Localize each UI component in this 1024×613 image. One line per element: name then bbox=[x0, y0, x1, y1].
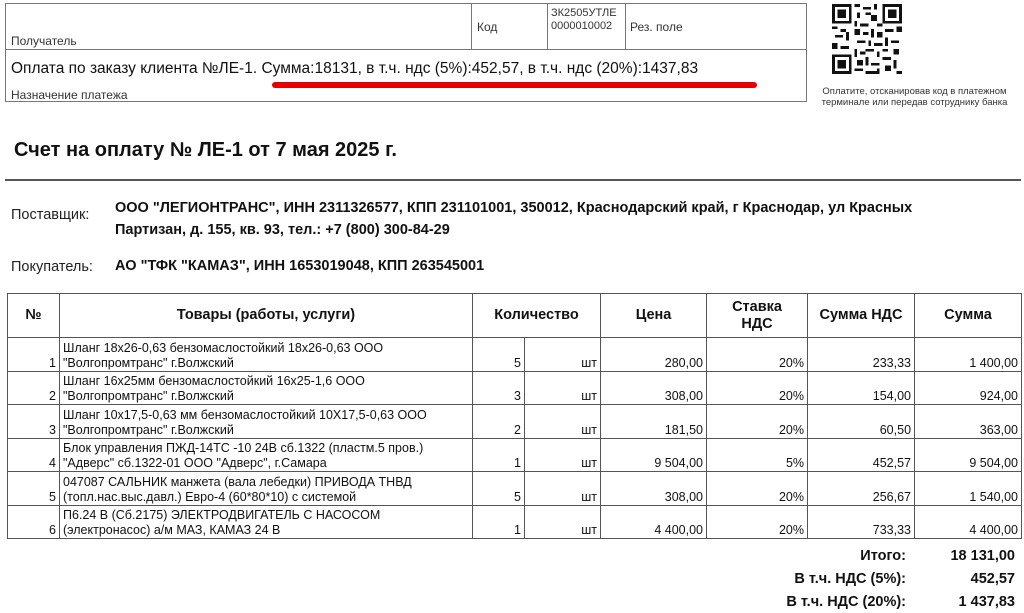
row-unit: шт bbox=[525, 371, 601, 405]
code-label: Код bbox=[477, 20, 498, 34]
row-unit: шт bbox=[525, 472, 601, 506]
invoice-title: Счет на оплату № ЛЕ-1 от 7 мая 2025 г. bbox=[14, 139, 397, 161]
table-row bbox=[8, 405, 1022, 439]
row-number: 2 bbox=[8, 371, 60, 405]
row-quantity: 3 bbox=[473, 371, 525, 405]
header-sum: Сумма bbox=[915, 294, 1022, 338]
header-number: № bbox=[8, 294, 60, 338]
code-value-line1: ЗК2505УТЛЕ bbox=[551, 7, 617, 19]
header-vat-rate bbox=[707, 294, 808, 338]
row-description bbox=[60, 405, 473, 439]
row-description bbox=[60, 338, 473, 372]
row-quantity: 2 bbox=[473, 405, 525, 439]
row-number: 1 bbox=[8, 338, 60, 372]
goods-table bbox=[7, 293, 1022, 539]
buyer-label: Покупатель: bbox=[11, 259, 93, 275]
row-vat-sum: 233,33 bbox=[808, 338, 915, 372]
row-price: 308,00 bbox=[601, 472, 707, 506]
row-sum: 4 400,00 bbox=[915, 505, 1022, 539]
row-description-line2: (топл.нас.выс.давл.) Евро-4 (60*80*10) с системой bbox=[63, 489, 357, 504]
table-row bbox=[8, 438, 1022, 472]
supplier-line-1: ООО "ЛЕГИОНТРАНС", ИНН 2311326577, КПП 231101001, 350012, Краснодарский край, г Краснодар, ул Красных bbox=[115, 200, 913, 216]
row-vat-sum: 733,33 bbox=[808, 505, 915, 539]
supplier-line-2: Партизан, д. 155, кв. 93, тел.: +7 (800) 300-84-29 bbox=[115, 222, 450, 238]
row-unit: шт bbox=[525, 338, 601, 372]
row-vat-sum: 154,00 bbox=[808, 371, 915, 405]
row-description-line1: 047087 САЛЬНИК манжета (вала лебедки) ПРИВОДА ТНВД bbox=[63, 474, 412, 489]
buyer-details: АО "ТФК "КАМАЗ", ИНН 1653019048, КПП 263545001 bbox=[115, 258, 485, 274]
table-header-row bbox=[8, 294, 1022, 338]
row-description-line2: "Волгопромтранс" г.Волжский bbox=[63, 389, 234, 403]
row-unit: шт bbox=[525, 405, 601, 439]
supplier-details bbox=[115, 197, 1015, 241]
table-row bbox=[8, 338, 1022, 372]
row-price: 9 504,00 bbox=[601, 438, 707, 472]
row-description bbox=[60, 472, 473, 506]
recipient-label: Получатель bbox=[11, 34, 77, 48]
row-sum: 924,00 bbox=[915, 371, 1022, 405]
row-number: 3 bbox=[8, 405, 60, 439]
reserve-field-label: Рез. поле bbox=[630, 20, 683, 34]
row-description-line1: Шланг 16х25мм бензомаслостойкий 16х25-1,6 ООО bbox=[63, 374, 365, 388]
row-quantity: 1 bbox=[473, 505, 525, 539]
row-description bbox=[60, 438, 473, 472]
table-row bbox=[8, 472, 1022, 506]
row-description bbox=[60, 505, 473, 539]
row-price: 280,00 bbox=[601, 338, 707, 372]
row-vat-rate: 20% bbox=[707, 505, 808, 539]
supplier-label: Поставщик: bbox=[11, 207, 90, 223]
row-description-line1: П6.24 В (Сб.2175) ЭЛЕКТРОДВИГАТЕЛЬ С НАСОСОМ bbox=[63, 508, 381, 522]
row-description-line2: "Волгопромтранс" г.Волжский bbox=[63, 355, 234, 370]
vat20-label: В т.ч. НДС (20%): bbox=[786, 594, 906, 610]
total-label: Итого: bbox=[860, 548, 906, 564]
code-value-divider bbox=[547, 3, 548, 49]
table-row bbox=[8, 371, 1022, 405]
header-vat-sum: Сумма НДС bbox=[808, 294, 915, 338]
row-description-line2: (электронасос) а/м МАЗ, КАМАЗ 24 В bbox=[63, 523, 281, 537]
row-quantity: 5 bbox=[473, 338, 525, 372]
row-number: 5 bbox=[8, 472, 60, 506]
row-vat-sum: 452,57 bbox=[808, 438, 915, 472]
payment-purpose-label: Назначение платежа bbox=[11, 88, 128, 102]
header-quantity: Количество bbox=[473, 294, 601, 338]
qr-instruction-note: Оплатите, отсканировав код в платежном терминале или передав сотруднику банка bbox=[821, 86, 1008, 108]
row-vat-rate: 20% bbox=[707, 338, 808, 372]
row-quantity: 1 bbox=[473, 438, 525, 472]
row-vat-rate: 5% bbox=[707, 438, 808, 472]
payment-purpose-text: Оплата по заказу клиента №ЛЕ-1. Сумма:18131, в т.ч. ндс (5%):452,57, в т.ч. ндс (20%):1437,83 bbox=[11, 60, 699, 77]
row-description-line2: "Волгопромтранс" г.Волжский bbox=[63, 422, 234, 437]
header-vat-rate-line1: Ставка bbox=[732, 298, 782, 315]
red-highlight-underline bbox=[272, 82, 757, 88]
row-description-line1: Шланг 10х17,5-0,63 мм бензомаслостойкий 10Х17,5-0,63 ООО bbox=[63, 407, 427, 422]
qr-code-icon bbox=[832, 4, 902, 74]
row-number: 4 bbox=[8, 438, 60, 472]
vat5-value: 452,57 bbox=[970, 571, 1015, 587]
row-price: 181,50 bbox=[601, 405, 707, 439]
row-sum: 9 504,00 bbox=[915, 438, 1022, 472]
reserve-column-divider bbox=[625, 3, 626, 49]
row-description bbox=[60, 371, 473, 405]
row-vat-rate: 20% bbox=[707, 472, 808, 506]
row-price: 4 400,00 bbox=[601, 505, 707, 539]
row-unit: шт bbox=[525, 438, 601, 472]
vat5-label: В т.ч. НДС (5%): bbox=[794, 571, 906, 587]
row-price: 308,00 bbox=[601, 371, 707, 405]
row-description-line1: Шланг 18х26-0,63 бензомаслостойкий 18х26-0,63 ООО bbox=[63, 340, 384, 355]
row-sum: 1 400,00 bbox=[915, 338, 1022, 372]
row-vat-sum: 60,50 bbox=[808, 405, 915, 439]
header-price: Цена bbox=[601, 294, 707, 338]
row-unit: шт bbox=[525, 505, 601, 539]
title-separator bbox=[5, 179, 1021, 181]
row-number: 6 bbox=[8, 505, 60, 539]
code-value-line2: 0000010002 bbox=[551, 20, 613, 32]
row-vat-rate: 20% bbox=[707, 405, 808, 439]
table-row bbox=[8, 505, 1022, 539]
payment-row-divider bbox=[5, 49, 807, 50]
code-column-divider bbox=[471, 3, 472, 49]
header-vat-rate-line2: НДС bbox=[741, 315, 773, 332]
header-goods: Товары (работы, услуги) bbox=[60, 294, 473, 338]
row-description-line2: "Адверс" сб.1322-01 ООО "Адверс", г.Самара bbox=[63, 456, 327, 470]
row-description-line1: Блок управления ПЖД-14ТС -10 24В сб.1322 (пластм.5 пров.) bbox=[63, 441, 424, 455]
row-vat-sum: 256,67 bbox=[808, 472, 915, 506]
row-vat-rate: 20% bbox=[707, 371, 808, 405]
row-quantity: 5 bbox=[473, 472, 525, 506]
row-sum: 1 540,00 bbox=[915, 472, 1022, 506]
total-value: 18 131,00 bbox=[950, 548, 1015, 564]
row-sum: 363,00 bbox=[915, 405, 1022, 439]
vat20-value: 1 437,83 bbox=[958, 594, 1015, 610]
